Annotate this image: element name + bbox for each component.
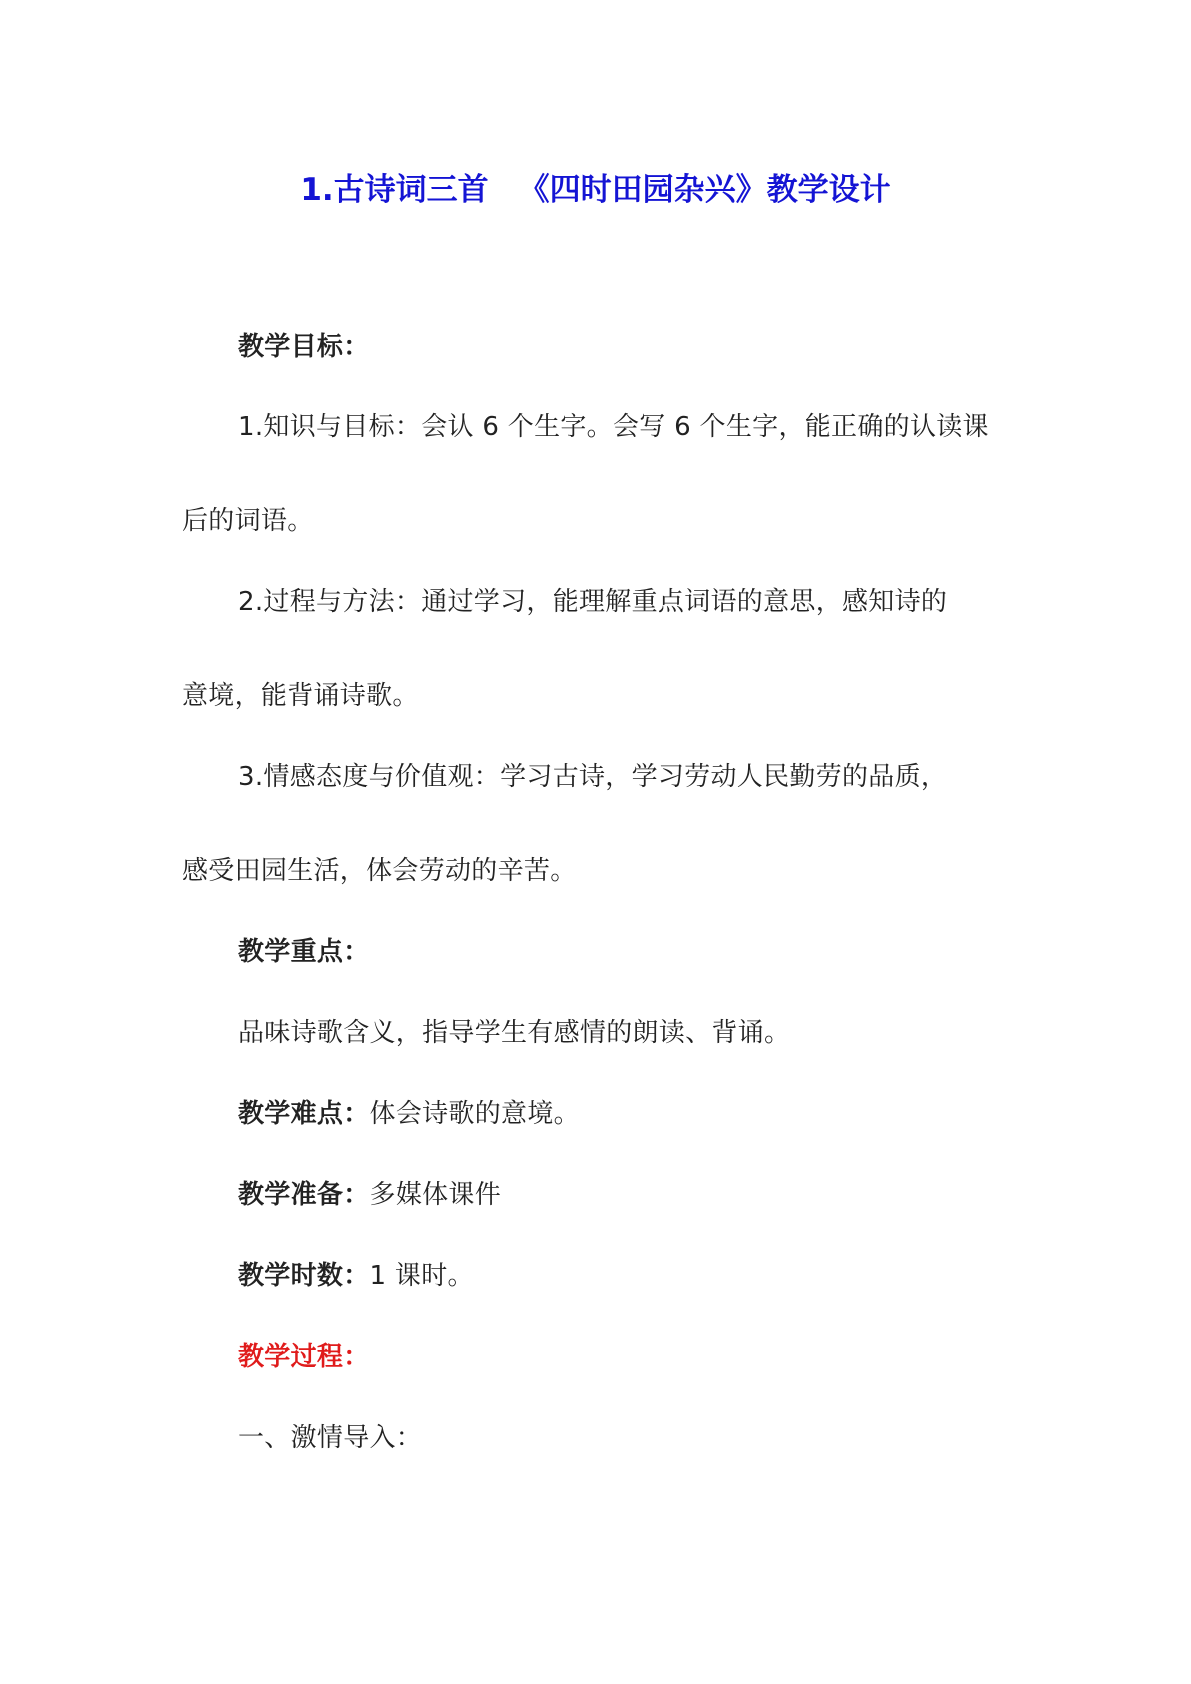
difficulty-label: 教学难点： — [238, 1099, 370, 1129]
hours-text: 1 课时。 — [369, 1261, 474, 1291]
difficulty-text: 体会诗歌的意境。 — [369, 1099, 580, 1129]
process-step-1: 一、激情导入： — [238, 1423, 423, 1453]
objectives-heading: 教学目标： — [238, 332, 370, 362]
hours-label: 教学时数： — [238, 1261, 370, 1291]
objective-2-line-2: 意境，能背诵诗歌。 — [182, 681, 419, 711]
preparation-text: 多媒体课件 — [369, 1180, 502, 1210]
key-points-heading: 教学重点： — [238, 937, 370, 967]
document-title — [0, 170, 1191, 210]
difficulty-line — [238, 1098, 580, 1130]
objective-3-line-1: 3.情感态度与价值观：学习古诗，学习劳动人民勤劳的品质， — [238, 762, 948, 792]
process-heading: 教学过程： — [238, 1342, 370, 1372]
title-poem: 《四时田园杂兴》教学设计 — [518, 172, 891, 208]
hours-line — [238, 1260, 474, 1292]
title-lesson: 1.古诗词三首 — [300, 172, 489, 208]
objective-3-line-2: 感受田园生活，体会劳动的辛苦。 — [182, 856, 577, 886]
objective-2-line-1: 2.过程与方法：通过学习，能理解重点词语的意思，感知诗的 — [238, 587, 948, 617]
key-points-text: 品味诗歌含义，指导学生有感情的朗读、背诵。 — [238, 1018, 791, 1048]
preparation-label: 教学准备： — [238, 1180, 370, 1210]
preparation-line — [238, 1179, 501, 1211]
objective-1-line-1: 1.知识与目标：会认 6 个生字。会写 6 个生字，能正确的认读课 — [238, 412, 989, 442]
objective-1-line-2: 后的词语。 — [182, 506, 314, 536]
